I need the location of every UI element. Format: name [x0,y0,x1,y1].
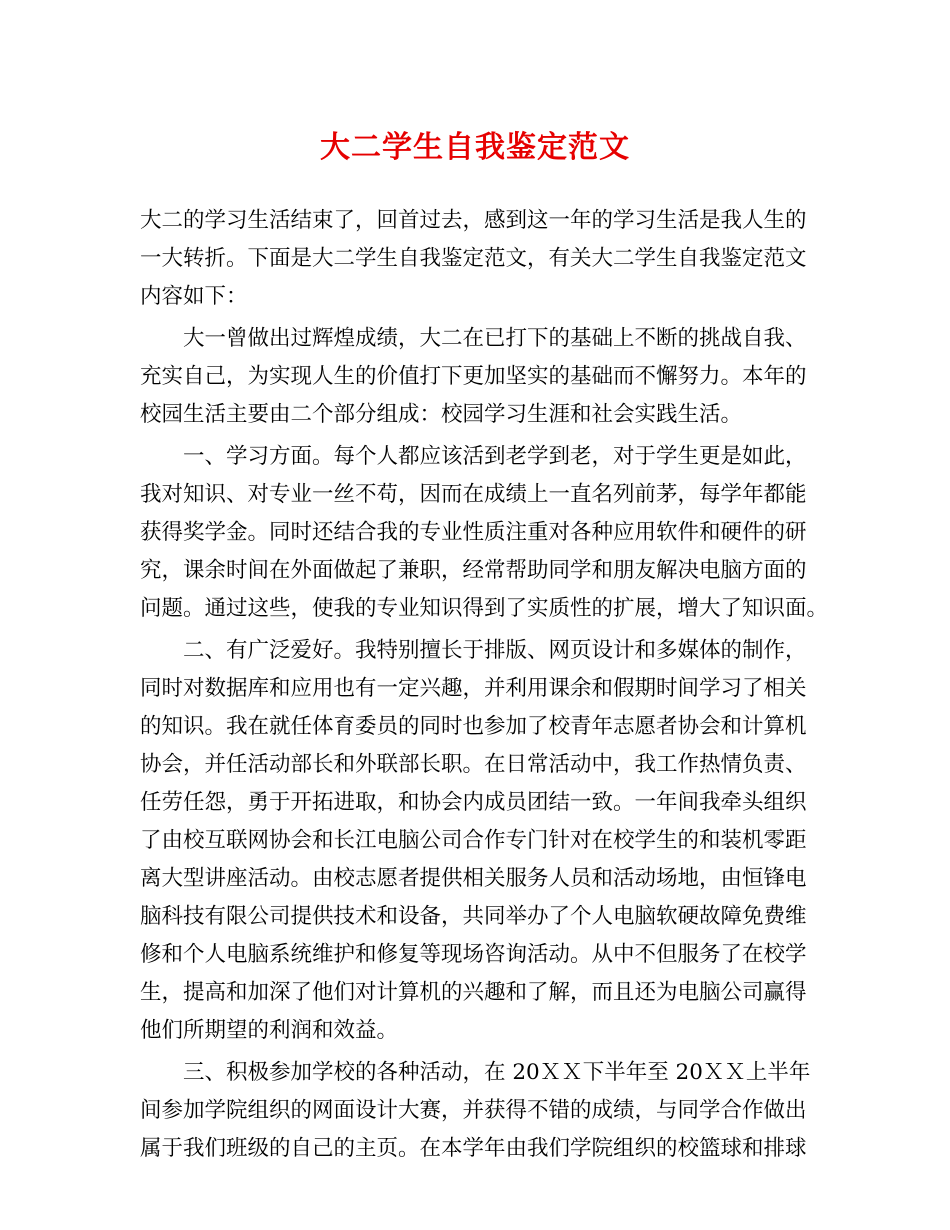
text-line: 三、积极参加学校的各种活动，在 20ＸＸ下半年至 20ＸＸ上半年 [140,1060,811,1085]
text-line: 脑科技有限公司提供技术和设备，共同举办了个人电脑软硬故障免费维 [140,904,807,929]
text-line: 大一曾做出过辉煌成绩，大二在已打下的基础上不断的挑战自我、 [140,326,807,351]
text-line: 我对知识、对专业一丝不苟，因而在成绩上一直名列前茅，每学年都能 [140,482,807,507]
document-title: 大二学生自我鉴定范文 [320,130,630,165]
paragraph [140,320,820,434]
text-line: 校园生活主要由二个部分组成：校园学习生涯和社会实践生活。 [140,402,743,427]
text-line: 二、有广泛爱好。我特别擅长于排版、网页设计和多媒体的制作， [140,638,807,663]
text-line: 获得奖学金。同时还结合我的专业性质注重对各种应用软件和硬件的研 [140,520,807,545]
text-line: 间参加学院组织的网面设计大赛，并获得不错的成绩，与同学合作做出 [140,1098,807,1123]
paragraph [140,438,829,628]
text-line: 离大型讲座活动。由校志愿者提供相关服务人员和活动场地，由恒锋电 [140,866,807,891]
paragraph [140,202,820,316]
text-line: 了由校互联网协会和长江电脑公司合作专门针对在校学生的和装机零距 [140,828,807,853]
paragraph [140,632,820,1050]
text-line: 他们所期望的利润和效益。 [140,1018,399,1043]
document-body [140,202,829,1168]
text-line: 充实自己，为实现人生的价值打下更加坚实的基础而不懈努力。本年的 [140,364,807,389]
text-line: 大二的学习生活结束了，回首过去，感到这一年的学习生活是我人生的 [140,208,807,233]
text-line: 究，课余时间在外面做起了兼职，经常帮助同学和朋友解决电脑方面的 [140,558,807,583]
text-line: 一、学习方面。每个人都应该活到老学到老，对于学生更是如此， [140,444,807,469]
text-line: 属于我们班级的自己的主页。在本学年由我们学院组织的校篮球和排球 [140,1136,807,1161]
text-line: 修和个人电脑系统维护和修复等现场咨询活动。从中不但服务了在校学 [140,942,807,967]
text-line: 问题。通过这些，使我的专业知识得到了实质性的扩展，增大了知识面。 [140,596,829,621]
text-line: 内容如下： [140,284,248,309]
text-line: 任劳任怨，勇于开拓进取，和协会内成员团结一致。一年间我牵头组织 [140,790,807,815]
text-line: 协会，并任活动部长和外联部长职。在日常活动中，我工作热情负责、 [140,752,807,777]
text-line: 同时对数据库和应用也有一定兴趣，并利用课余和假期时间学习了相关 [140,676,807,701]
text-line: 生，提高和加深了他们对计算机的兴趣和了解，而且还为电脑公司赢得 [140,980,807,1005]
paragraph [140,1054,820,1168]
text-line: 的知识。我在就任体育委员的同时也参加了校青年志愿者协会和计算机 [140,714,807,739]
text-line: 一大转折。下面是大二学生自我鉴定范文，有关大二学生自我鉴定范文 [140,246,807,271]
